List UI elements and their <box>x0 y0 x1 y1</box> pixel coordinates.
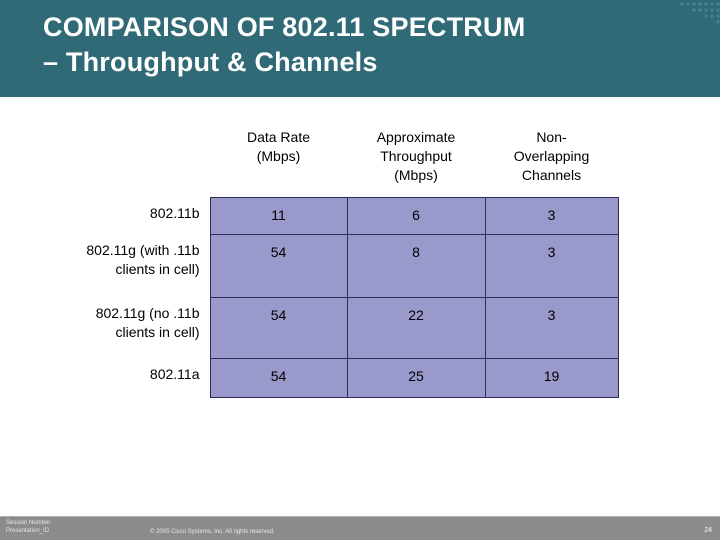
title-bar <box>0 0 720 97</box>
table-row <box>56 297 618 358</box>
decorative-dots-icon <box>660 0 720 30</box>
session-number: Session Number <box>6 520 51 526</box>
row-label-line: 802.11a <box>149 366 200 382</box>
table-row <box>56 358 618 397</box>
data-rate-cell: 54 <box>210 297 347 358</box>
page-number: 24 <box>704 527 712 534</box>
header-line: Channels <box>521 167 582 183</box>
data-rate-cell: 11 <box>210 197 347 234</box>
header-line: (Mbps) <box>394 167 438 183</box>
header-empty-cell <box>56 128 210 197</box>
row-label <box>56 358 210 397</box>
slide-title <box>43 10 525 80</box>
table-header-row <box>56 128 618 197</box>
throughput-cell: 6 <box>347 197 485 234</box>
throughput-cell: 22 <box>347 297 485 358</box>
row-label-line: 802.11g (no .11b <box>95 305 200 321</box>
copyright-notice: © 2005 Cisco Systems, Inc. All rights reserved. <box>150 529 275 535</box>
throughput-cell: 8 <box>347 234 485 297</box>
data-rate-cell: 54 <box>210 358 347 397</box>
header-channels <box>485 128 618 197</box>
channels-cell: 19 <box>485 358 618 397</box>
row-label-line: clients in cell) <box>115 261 200 277</box>
channels-cell: 3 <box>485 234 618 297</box>
row-label <box>56 234 210 297</box>
slide-title-line-1: COMPARISON OF 802.11 SPECTRUM <box>43 12 526 42</box>
row-label <box>56 197 210 234</box>
row-label-line: 802.11g (with .11b <box>86 242 200 258</box>
throughput-cell: 25 <box>347 358 485 397</box>
channels-cell: 3 <box>485 197 618 234</box>
table-row <box>56 197 618 234</box>
channels-cell: 3 <box>485 297 618 358</box>
slide-title-line-2: – Throughput & Channels <box>43 47 378 77</box>
footer-bar <box>0 517 720 540</box>
header-line: Data Rate <box>246 129 311 145</box>
header-line: (Mbps) <box>256 148 301 164</box>
table-row <box>56 234 618 297</box>
presentation-id: Presentation_ID <box>6 528 50 534</box>
header-throughput <box>347 128 485 197</box>
row-label-line: clients in cell) <box>115 324 200 340</box>
row-label <box>56 297 210 358</box>
data-rate-cell: 54 <box>210 234 347 297</box>
header-line: Approximate <box>376 129 456 145</box>
session-info <box>6 519 50 535</box>
header-data-rate <box>210 128 347 197</box>
row-label-line: 802.11b <box>149 205 200 221</box>
header-line: Throughput <box>380 148 452 164</box>
comparison-table <box>56 128 619 398</box>
header-line: Overlapping <box>513 148 590 164</box>
header-line: Non- <box>536 129 567 145</box>
